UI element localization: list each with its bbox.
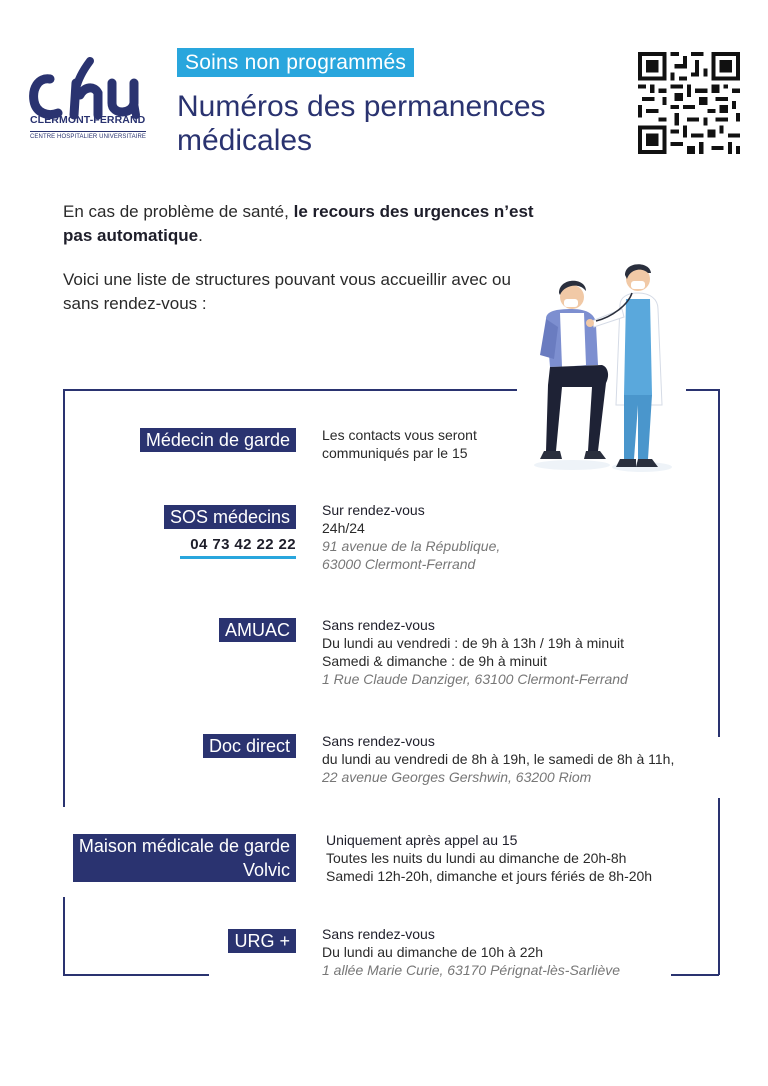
doc-addr: 22 avenue Georges Gershwin, 63200 Riom — [322, 769, 592, 785]
medecin-garde-line2: communiqués par le 15 — [322, 445, 468, 461]
info-doc-direct — [322, 732, 674, 786]
mmg-label-line2: Volvic — [242, 860, 290, 880]
info-sos-medecins — [322, 501, 500, 573]
label-amuac: AMUAC — [219, 618, 296, 642]
doc-head: Sans rendez-vous — [322, 733, 435, 749]
doc-line1: du lundi au vendredi de 8h à 19h, le samedi de 8h à 11h, — [322, 751, 675, 767]
urg-head: Sans rendez-vous — [322, 926, 435, 942]
amuac-line1: Du lundi au vendredi : de 9h à 13h / 19h à minuit — [322, 635, 624, 651]
info-urg-plus — [322, 925, 620, 979]
logo-subtitle: CENTRE HOSPITALIER UNIVERSITAIRE — [30, 131, 146, 140]
label-doc-direct: Doc direct — [203, 734, 296, 758]
frame-bottom-left — [63, 974, 209, 976]
amuac-head: Sans rendez-vous — [322, 617, 435, 633]
frame-top — [63, 389, 517, 391]
logo-city: CLERMONT-FERRAND — [30, 114, 146, 126]
intro-suffix: . — [198, 226, 203, 245]
mmg-line2: Samedi 12h-20h, dimanche et jours fériés de 8h-20h — [326, 868, 653, 884]
qr-code[interactable] — [638, 52, 740, 154]
frame-left-lower — [63, 897, 65, 975]
amuac-addr: 1 Rue Claude Danziger, 63100 Clermont-Ferrand — [322, 671, 628, 687]
amuac-line2: Samedi & dimanche : de 9h à minuit — [322, 653, 547, 669]
intro-paragraph — [63, 200, 543, 248]
frame-right-lower — [718, 798, 720, 975]
frame-bottom-right — [671, 974, 719, 976]
label-sos-medecins: SOS médecins — [164, 505, 296, 529]
urg-addr: 1 allée Marie Curie, 63170 Pérignat-lès-Sarliève — [322, 962, 621, 978]
urg-line1: Du lundi au dimanche de 10h à 22h — [322, 944, 544, 960]
doctor-patient-illustration — [532, 255, 682, 477]
label-maison-medicale — [73, 834, 296, 882]
info-amuac — [322, 616, 628, 688]
label-medecin-garde: Médecin de garde — [140, 428, 296, 452]
frame-left-upper — [63, 389, 65, 807]
medecin-garde-line1: Les contacts vous seront — [322, 427, 477, 443]
mmg-head: Uniquement après appel au 15 — [326, 832, 518, 848]
mmg-label-line1: Maison médicale de garde — [78, 836, 290, 856]
intro-bold: le recours des urgences n’est pas automatique — [63, 202, 534, 245]
mmg-line1: Toutes les nuits du lundi au dimanche de 20h-8h — [326, 850, 627, 866]
sos-addr2: 63000 Clermont-Ferrand — [322, 556, 476, 572]
info-maison-medicale — [326, 831, 652, 885]
label-urg-plus: URG + — [228, 929, 296, 953]
page-title: Numéros des permanences médicales — [177, 90, 546, 157]
phone-underline — [180, 556, 296, 559]
category-tag: Soins non programmés — [177, 48, 414, 77]
frame-right-upper — [718, 389, 720, 737]
frame-top-right — [686, 389, 719, 391]
sos-line1: 24h/24 — [322, 520, 365, 536]
sos-addr1: 91 avenue de la République, — [322, 538, 501, 554]
info-medecin-garde — [322, 426, 477, 462]
intro-structures: Voici une liste de structures pouvant vous accueillir avec ou sans rendez-vous : — [63, 270, 511, 313]
intro-prefix: En cas de problème de santé, — [63, 202, 294, 221]
sos-phone-number[interactable]: 04 73 42 22 22 — [190, 536, 296, 553]
chu-logo — [28, 44, 148, 144]
sos-head: Sur rendez-vous — [322, 502, 425, 518]
